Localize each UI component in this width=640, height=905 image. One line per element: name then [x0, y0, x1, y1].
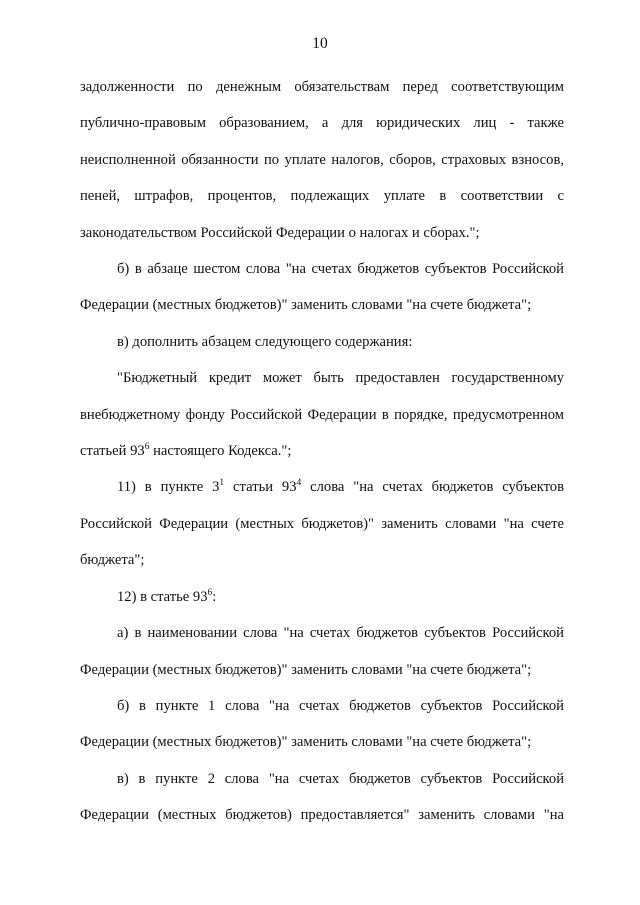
- paragraph: [80, 360, 564, 469]
- document-body: [80, 69, 564, 834]
- paragraph: в) в пункте 2 слова "на счетах бюджетов субъектов Российской Федерации (местных бюджетов) предоставляется" заменить словами "на: [80, 770, 564, 824]
- text-run: "Бюджетный кредит может быть предоставлен государственному внебюджетному фонду Российской Федерации в порядке, предусмотренном статьей 93: [80, 370, 564, 460]
- page-number: 10: [312, 35, 328, 52]
- text-run: статьи 93: [224, 479, 297, 496]
- text-run: настоящего Кодекса.";: [149, 443, 292, 460]
- paragraph: задолженности по денежным обязательствам перед соответствующим публично-правовым образованием, а для юридических лиц - также неисполненной обязанности по уплате налогов, сборов, страховых взносов, пеней, штрафов, процентов, подлежащих уплате в соответствии с законодательством Российской Федерации о налогах и сборах.";: [80, 79, 564, 241]
- text-run: 12) в статье 93: [117, 588, 208, 605]
- text-run: 11) в пункте 3: [117, 479, 220, 496]
- superscript: 1: [219, 478, 225, 489]
- text-run: :: [212, 588, 217, 605]
- paragraph: [80, 469, 564, 578]
- superscript: 6: [207, 587, 213, 598]
- superscript: 6: [144, 442, 150, 453]
- paragraph: а) в наименовании слова "на счетах бюджетов субъектов Российской Федерации (местных бюджетов)" заменить словами "на счете бюджета";: [80, 625, 564, 678]
- superscript: 4: [296, 478, 302, 489]
- paragraph: б) в пункте 1 слова "на счетах бюджетов субъектов Российской Федерации (местных бюджетов)" заменить словами "на счете бюджета";: [80, 697, 564, 751]
- text-run: слова "на счетах бюджетов субъектов Российской Федерации (местных бюджетов)" заменить словами "на счете бюджета";: [80, 479, 564, 569]
- paragraph: [80, 579, 564, 615]
- paragraph: б) в абзаце шестом слова "на счетах бюджетов субъектов Российской Федерации (местных бюджетов)" заменить словами "на счете бюджета";: [80, 261, 564, 314]
- paragraph: в) дополнить абзацем следующего содержания:: [117, 333, 413, 350]
